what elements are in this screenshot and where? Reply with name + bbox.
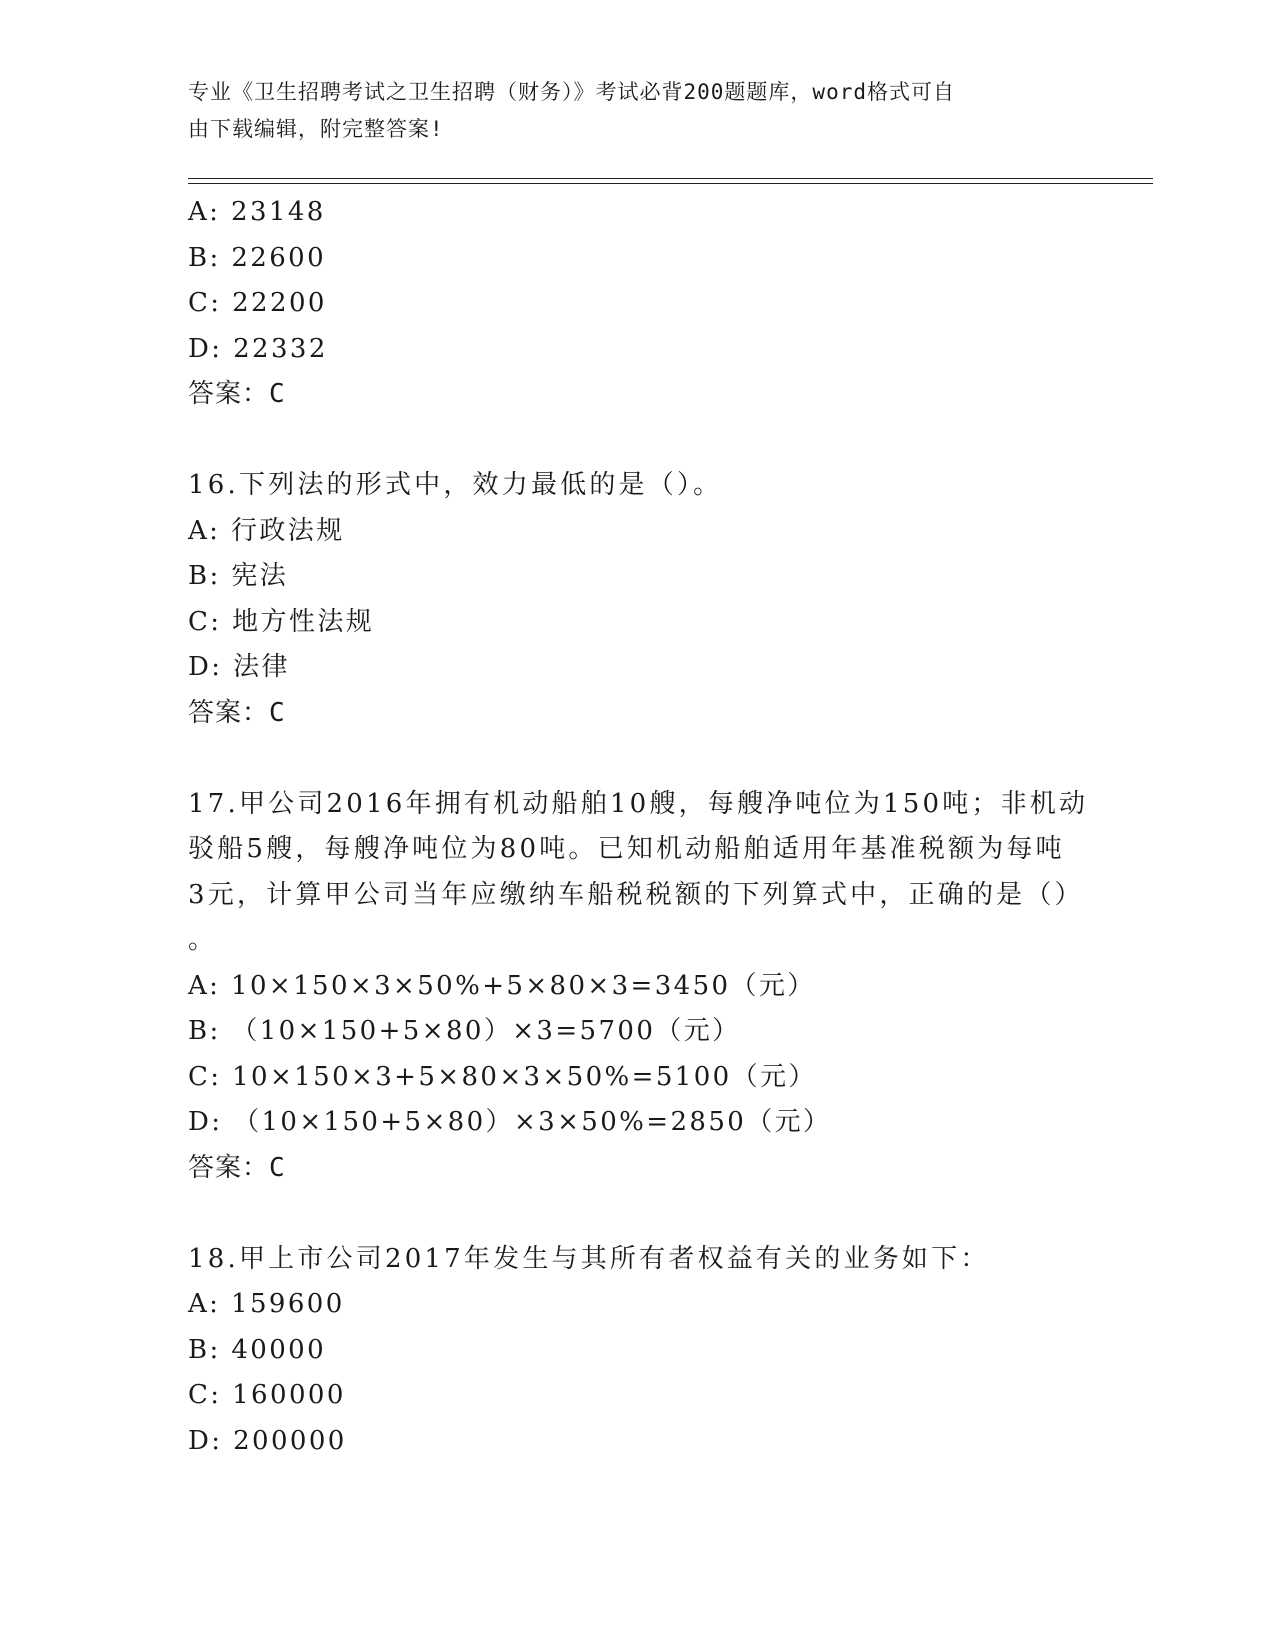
option-b: B: 40000 [188, 1334, 327, 1365]
question-stem-line-4: 。 [188, 925, 218, 955]
header-line-2: 由下载编辑，附完整答案! [188, 117, 444, 141]
question-16 [188, 463, 1108, 736]
option-c: C: 160000 [188, 1380, 346, 1410]
answer: 答案：C [188, 379, 286, 409]
question-17 [188, 782, 1108, 1192]
header-divider-bottom [188, 183, 1153, 184]
question-list [188, 190, 1108, 1464]
option-b: B: 22600 [188, 242, 327, 273]
option-b: B: （10×150+5×80）×3=5700（元） [188, 1016, 741, 1046]
option-b: B: 宪法 [188, 561, 289, 591]
question-stem: 16.下列法的形式中，效力最低的是（）。 [188, 470, 723, 500]
question-stem-line-1: 17.甲公司2016年拥有机动船舶10艘，每艘净吨位为150吨；非机动 [188, 788, 1089, 819]
option-c: C: 地方性法规 [188, 606, 375, 637]
option-d: D: 22332 [188, 333, 328, 364]
option-c: C: 22200 [188, 288, 327, 318]
answer: 答案：C [188, 1152, 286, 1183]
question-stem-line-3: 3元，计算甲公司当年应缴纳车船税税额的下列算式中，正确的是（） [188, 879, 1084, 910]
option-d: D: 200000 [188, 1425, 347, 1456]
option-a: A: 23148 [188, 197, 326, 227]
spacer [188, 1191, 1108, 1237]
header-line-1: 专业《卫生招聘考试之卫生招聘（财务）》考试必背200题题库，word格式可自 [188, 80, 955, 104]
spacer [188, 418, 1108, 464]
option-c: C: 10×150×3+5×80×3×50%=5100（元） [188, 1061, 817, 1092]
question-stem: 18.甲上市公司2017年发生与其所有者权益有关的业务如下： [188, 1243, 990, 1274]
document-header [188, 74, 1088, 148]
option-a: A: 159600 [188, 1289, 345, 1319]
question-18 [188, 1237, 1108, 1465]
header-divider-top [188, 178, 1153, 179]
option-a: A: 行政法规 [188, 515, 345, 546]
question-stem-line-2: 驳船5艘，每艘净吨位为80吨。已知机动船舶适用年基准税额为每吨 [188, 834, 1065, 864]
option-d: D: 法律 [188, 652, 290, 682]
option-d: D: （10×150+5×80）×3×50%=2850（元） [188, 1107, 832, 1137]
answer: 答案：C [188, 697, 286, 728]
spacer [188, 736, 1108, 782]
question-15 [188, 190, 1108, 418]
option-a: A: 10×150×3×50%+5×80×3=3450（元） [188, 970, 816, 1001]
